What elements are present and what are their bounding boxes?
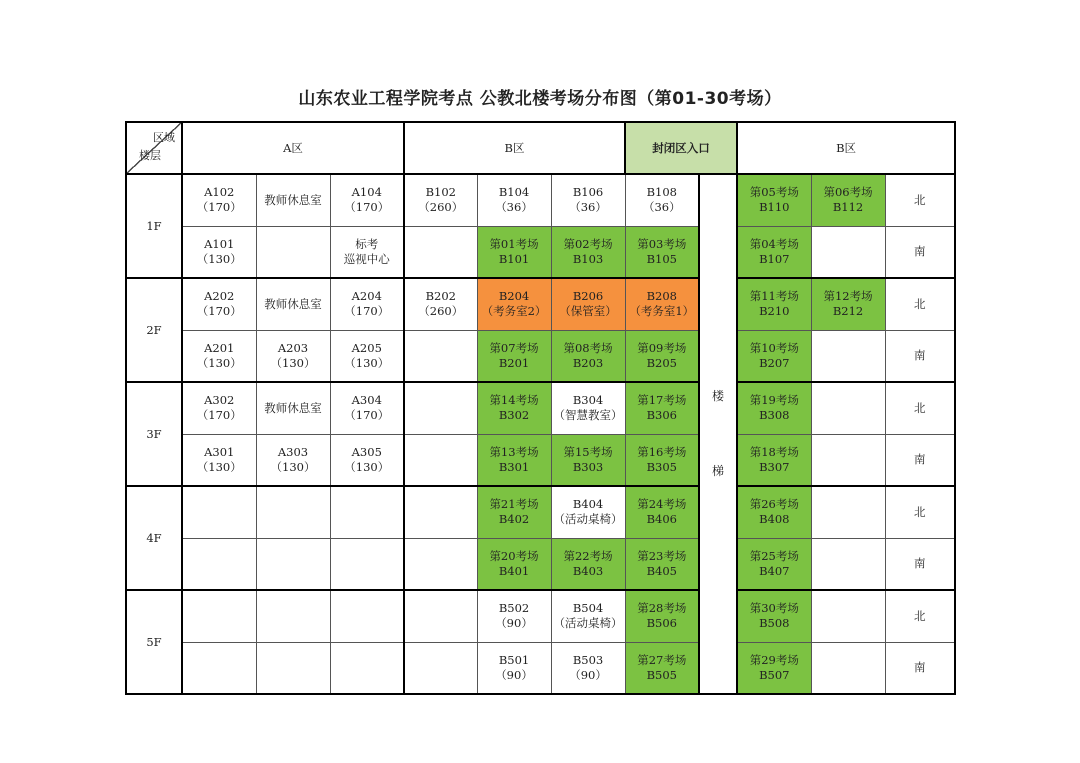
room-cell-3s_b2 <box>477 434 551 486</box>
room-cell-4n_r2 <box>811 486 885 538</box>
room-cell-3s_b3 <box>551 434 625 486</box>
room-detail: B101 <box>498 251 530 266</box>
room-detail: B210 <box>759 304 790 319</box>
room-name: 第04考场 <box>749 236 799 251</box>
room-name: 第01考场 <box>489 236 539 251</box>
room-name: 第05考场 <box>749 185 799 200</box>
room-cell-2n_b3 <box>551 278 625 330</box>
room-cell-5s_a1 <box>182 642 256 694</box>
zone-b-left-header: B区 <box>404 122 625 174</box>
room-cell-2n_r2 <box>811 278 885 330</box>
room-cell-4s_r2 <box>811 538 885 590</box>
room-name: B106 <box>572 185 604 200</box>
room-detail: （130） <box>344 459 390 474</box>
room-cell-2s_a3 <box>330 330 404 382</box>
room-name: 第26考场 <box>749 497 799 512</box>
room-detail: B201 <box>498 355 530 370</box>
room-cell-4n_b4 <box>625 486 699 538</box>
room-cell-5s_b3 <box>551 642 625 694</box>
room-detail: （260） <box>418 304 464 319</box>
room-cell-2n_a2 <box>256 278 330 330</box>
room-name: B206 <box>572 289 604 304</box>
room-cell-4s_r1 <box>737 538 811 590</box>
room-cell-1n_b4 <box>625 174 699 226</box>
room-name: 教师休息室 <box>264 296 322 311</box>
room-detail: （170） <box>344 304 390 319</box>
room-cell-4n_b3 <box>551 486 625 538</box>
room-name: A104 <box>351 185 382 200</box>
room-cell-3n_r1 <box>737 382 811 434</box>
room-cell-4n_b1 <box>404 486 477 538</box>
room-detail: （130） <box>270 459 316 474</box>
room-name: 第11考场 <box>749 289 799 304</box>
room-detail: B207 <box>759 355 790 370</box>
room-cell-5s_b2 <box>477 642 551 694</box>
room-cell-3n_r2 <box>811 382 885 434</box>
room-detail: B507 <box>759 667 790 682</box>
room-cell-2n_a3 <box>330 278 404 330</box>
room-name: A204 <box>351 289 382 304</box>
room-cell-5n_a2 <box>256 590 330 642</box>
room-name: 第22考场 <box>563 548 613 563</box>
room-cell-1n_b2 <box>477 174 551 226</box>
room-cell-1s_b2 <box>477 226 551 278</box>
room-name: B202 <box>425 289 456 304</box>
room-detail: （36） <box>495 200 533 215</box>
corner-zone-label: 区域 <box>153 131 175 144</box>
room-detail: （36） <box>642 200 681 215</box>
room-cell-1n_b1 <box>404 174 477 226</box>
room-name: 教师休息室 <box>264 400 322 415</box>
direction-north: 北 <box>885 278 955 330</box>
room-detail: （智慧教室） <box>553 408 623 423</box>
room-detail: B103 <box>572 251 604 266</box>
room-detail: （考务室2） <box>481 304 547 319</box>
room-cell-1n_r2 <box>811 174 885 226</box>
room-detail: （90） <box>495 667 533 682</box>
room-detail: B203 <box>572 355 604 370</box>
room-cell-4n_a2 <box>256 486 330 538</box>
room-detail: B105 <box>646 251 677 266</box>
stairwell <box>699 174 737 694</box>
corner-floor-label: 楼层 <box>139 149 161 162</box>
room-cell-2s_a2 <box>256 330 330 382</box>
page-title: 山东农业工程学院考点 公教北楼考场分布图（第01-30考场） <box>298 89 782 109</box>
room-cell-4s_a1 <box>182 538 256 590</box>
room-cell-1s_a1 <box>182 226 256 278</box>
room-name: 第15考场 <box>563 444 613 459</box>
room-cell-1s_a2 <box>256 226 330 278</box>
entrance-header: 封闭区入口 <box>625 122 737 174</box>
room-name: A201 <box>204 340 235 355</box>
room-cell-2n_r1 <box>737 278 811 330</box>
room-detail: （130） <box>196 355 242 370</box>
room-cell-2s_b1 <box>404 330 477 382</box>
room-name: 教师休息室 <box>264 192 322 207</box>
room-cell-5s_r2 <box>811 642 885 694</box>
room-cell-2s_a1 <box>182 330 256 382</box>
room-detail: （130） <box>270 355 316 370</box>
room-name: B503 <box>572 652 604 667</box>
floor-label-1f: 1F <box>126 174 182 278</box>
room-detail: （活动桌椅） <box>553 616 623 631</box>
room-cell-4s_b3 <box>551 538 625 590</box>
room-name: A305 <box>351 444 382 459</box>
room-name: 第17考场 <box>637 393 687 408</box>
room-detail: （130） <box>196 459 242 474</box>
room-cell-2s_r2 <box>811 330 885 382</box>
room-name: A303 <box>277 444 309 459</box>
room-name: 第14考场 <box>489 393 539 408</box>
room-name: B204 <box>498 289 530 304</box>
room-detail: B306 <box>646 408 677 423</box>
room-name: 第02考场 <box>563 236 613 251</box>
room-detail: B301 <box>498 459 530 474</box>
room-detail: （90） <box>569 667 607 682</box>
floor-label-3f: 3F <box>126 382 182 486</box>
room-cell-4s_a2 <box>256 538 330 590</box>
direction-north: 北 <box>885 382 955 434</box>
room-detail: B305 <box>646 459 677 474</box>
room-cell-1s_r1 <box>737 226 811 278</box>
room-cell-2n_a1 <box>182 278 256 330</box>
direction-south: 南 <box>885 538 955 590</box>
room-name: 第18考场 <box>749 444 799 459</box>
room-name: A302 <box>204 393 235 408</box>
room-name: A203 <box>277 340 309 355</box>
room-cell-4s_b2 <box>477 538 551 590</box>
room-name: B108 <box>646 185 677 200</box>
room-name: 第07考场 <box>489 340 539 355</box>
room-detail: B307 <box>759 459 790 474</box>
room-detail: B407 <box>759 563 790 578</box>
room-cell-3n_a3 <box>330 382 404 434</box>
room-name: B304 <box>572 393 604 408</box>
direction-south: 南 <box>885 226 955 278</box>
room-cell-1s_r2 <box>811 226 885 278</box>
room-cell-5s_r1 <box>737 642 811 694</box>
floor-plan-table <box>125 121 956 695</box>
room-detail: （90） <box>495 616 533 631</box>
room-name: 第28考场 <box>637 601 687 616</box>
room-name: 第19考场 <box>749 393 799 408</box>
room-cell-4n_b2 <box>477 486 551 538</box>
room-cell-4n_r1 <box>737 486 811 538</box>
stair-label-1: 楼 <box>712 389 725 403</box>
room-name: A304 <box>351 393 382 408</box>
room-name: B501 <box>498 652 530 667</box>
room-name: 第23考场 <box>637 548 687 563</box>
room-detail: B205 <box>646 355 677 370</box>
room-detail: B112 <box>832 200 864 215</box>
room-name: 第08考场 <box>563 340 613 355</box>
room-name: B102 <box>425 185 456 200</box>
room-name: 第12考场 <box>823 289 873 304</box>
room-detail: B408 <box>759 512 790 527</box>
room-cell-5n_a3 <box>330 590 404 642</box>
room-detail: （考务室1） <box>629 304 695 319</box>
room-cell-3n_a2 <box>256 382 330 434</box>
room-cell-1n_a1 <box>182 174 256 226</box>
room-cell-5n_b2 <box>477 590 551 642</box>
stair-label-2: 梯 <box>712 464 725 478</box>
room-name: A205 <box>351 340 382 355</box>
room-detail: B212 <box>832 304 864 319</box>
room-cell-3s_b4 <box>625 434 699 486</box>
direction-south: 南 <box>885 330 955 382</box>
room-cell-2s_b4 <box>625 330 699 382</box>
room-cell-1n_a3 <box>330 174 404 226</box>
room-name: B504 <box>572 601 604 616</box>
room-name: 第09考场 <box>637 340 687 355</box>
corner-header <box>126 122 182 174</box>
room-detail: （170） <box>344 408 390 423</box>
room-name: 第24考场 <box>637 497 687 512</box>
room-name: 第20考场 <box>489 548 539 563</box>
room-cell-1s_a3 <box>330 226 404 278</box>
room-detail: B302 <box>498 408 530 423</box>
room-detail: （170） <box>344 200 390 215</box>
room-name: A102 <box>204 185 235 200</box>
room-cell-5n_b1 <box>404 590 477 642</box>
room-name: 第16考场 <box>637 444 687 459</box>
room-cell-5s_b4 <box>625 642 699 694</box>
room-name: 第13考场 <box>489 444 539 459</box>
room-cell-5n_b4 <box>625 590 699 642</box>
room-detail: B110 <box>759 200 790 215</box>
room-name: B502 <box>498 601 530 616</box>
room-detail: 巡视中心 <box>343 251 390 266</box>
room-detail: B505 <box>646 667 677 682</box>
direction-north: 北 <box>885 590 955 642</box>
room-cell-3n_b4 <box>625 382 699 434</box>
room-detail: B405 <box>646 563 677 578</box>
room-detail: （170） <box>196 408 242 423</box>
room-detail: B506 <box>646 616 677 631</box>
room-cell-5s_a3 <box>330 642 404 694</box>
room-detail: （36） <box>569 200 607 215</box>
room-detail: （130） <box>196 251 242 266</box>
zone-b-right-header: B区 <box>737 122 955 174</box>
room-cell-5n_b3 <box>551 590 625 642</box>
direction-south: 南 <box>885 434 955 486</box>
room-cell-3n_b3 <box>551 382 625 434</box>
room-cell-3s_a1 <box>182 434 256 486</box>
room-cell-2s_b3 <box>551 330 625 382</box>
room-cell-5n_r1 <box>737 590 811 642</box>
room-name: A101 <box>204 236 235 251</box>
direction-north: 北 <box>885 486 955 538</box>
direction-north: 北 <box>885 174 955 226</box>
room-cell-5s_a2 <box>256 642 330 694</box>
room-name: 标考 <box>355 236 379 251</box>
room-cell-1s_b4 <box>625 226 699 278</box>
room-cell-2n_b4 <box>625 278 699 330</box>
room-cell-4n_a3 <box>330 486 404 538</box>
direction-south: 南 <box>885 642 955 694</box>
room-cell-3s_a2 <box>256 434 330 486</box>
floor-label-2f: 2F <box>126 278 182 382</box>
room-cell-4s_b4 <box>625 538 699 590</box>
zone-a-header: A区 <box>182 122 404 174</box>
room-name: B208 <box>646 289 677 304</box>
room-cell-3s_b1 <box>404 434 477 486</box>
room-cell-2s_b2 <box>477 330 551 382</box>
room-cell-1s_b1 <box>404 226 477 278</box>
room-detail: （活动桌椅） <box>553 512 623 527</box>
room-cell-3s_a3 <box>330 434 404 486</box>
room-name: B404 <box>572 497 604 512</box>
floor-label-4f: 4F <box>126 486 182 590</box>
room-cell-2s_r1 <box>737 330 811 382</box>
room-detail: B107 <box>759 251 790 266</box>
room-detail: （保管室） <box>559 304 617 319</box>
stair-spacer <box>700 404 736 464</box>
floor-label-5f: 5F <box>126 590 182 694</box>
room-cell-3n_b1 <box>404 382 477 434</box>
room-detail: B303 <box>572 459 604 474</box>
room-cell-1n_a2 <box>256 174 330 226</box>
room-name: A301 <box>204 444 235 459</box>
room-cell-5n_a1 <box>182 590 256 642</box>
room-detail: B308 <box>759 408 790 423</box>
room-cell-4s_b1 <box>404 538 477 590</box>
room-detail: B406 <box>646 512 677 527</box>
room-cell-5s_b1 <box>404 642 477 694</box>
room-name: 第03考场 <box>637 236 687 251</box>
room-detail: B402 <box>498 512 530 527</box>
room-detail: （170） <box>196 304 242 319</box>
room-detail: （130） <box>344 355 390 370</box>
room-name: 第27考场 <box>637 652 687 667</box>
room-cell-1s_b3 <box>551 226 625 278</box>
room-cell-1n_b3 <box>551 174 625 226</box>
room-cell-2n_b2 <box>477 278 551 330</box>
room-cell-1n_r1 <box>737 174 811 226</box>
room-cell-3s_r1 <box>737 434 811 486</box>
room-name: 第06考场 <box>823 185 873 200</box>
room-cell-5n_r2 <box>811 590 885 642</box>
room-cell-2n_b1 <box>404 278 477 330</box>
room-name: A202 <box>204 289 235 304</box>
room-detail: B403 <box>572 563 604 578</box>
room-name: 第21考场 <box>489 497 539 512</box>
room-detail: B508 <box>759 616 790 631</box>
room-detail: B401 <box>498 563 530 578</box>
room-name: B104 <box>498 185 530 200</box>
room-cell-3n_a1 <box>182 382 256 434</box>
room-cell-4n_a1 <box>182 486 256 538</box>
room-detail: （260） <box>418 200 464 215</box>
room-cell-3s_r2 <box>811 434 885 486</box>
room-cell-3n_b2 <box>477 382 551 434</box>
room-name: 第10考场 <box>749 340 799 355</box>
room-cell-4s_a3 <box>330 538 404 590</box>
room-name: 第30考场 <box>749 601 799 616</box>
room-name: 第25考场 <box>749 548 799 563</box>
room-name: 第29考场 <box>749 652 799 667</box>
room-detail: （170） <box>196 200 242 215</box>
